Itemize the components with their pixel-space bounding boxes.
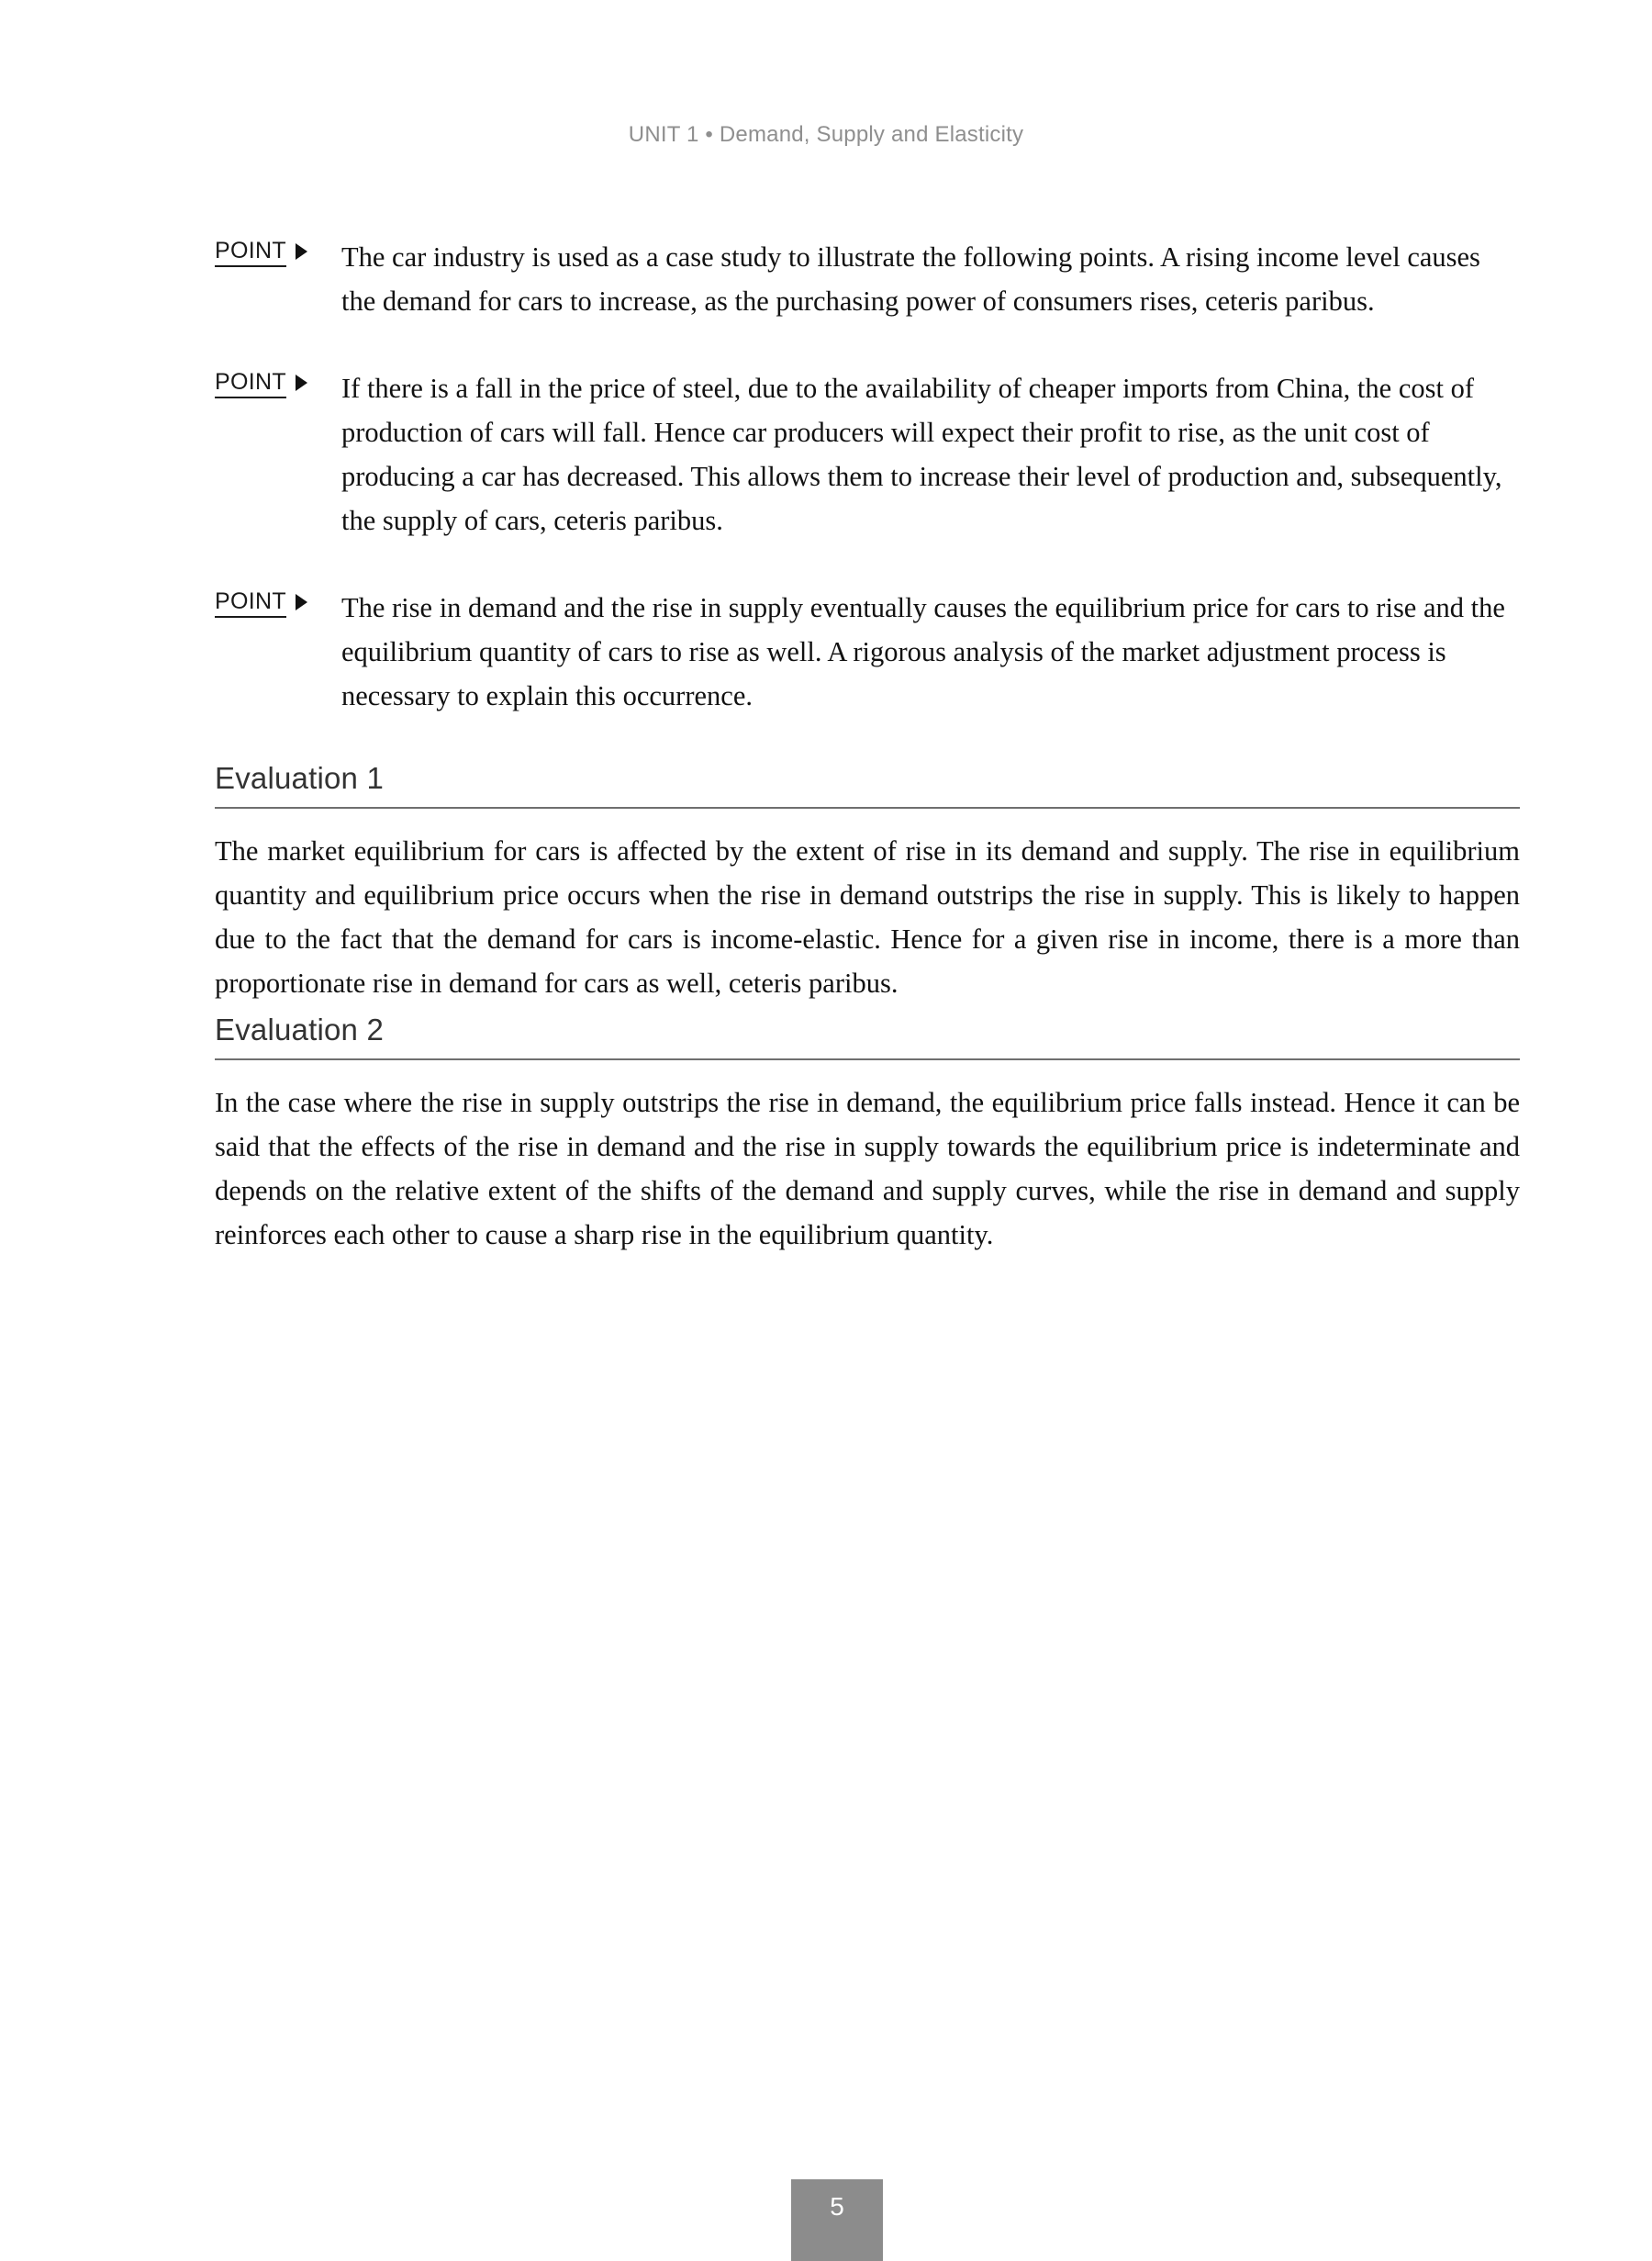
triangle-right-icon [296,375,307,391]
point-text: The rise in demand and the rise in supply eventually causes the equilibrium price for cars to rise and the equilibrium quantity of cars to rise as well. A rigorous analysis of the market adjustment process is necessary to explain this occurrence. [341,592,1505,711]
page-content [215,235,1520,1257]
point-block [215,235,1520,323]
evaluation-heading: Evaluation 1 [215,761,1520,809]
evaluation-section [215,761,1520,1005]
running-header: UNIT 1 • Demand, Supply and Elasticity [628,122,1024,147]
point-label-group [215,235,341,267]
point-label: POINT [215,590,286,618]
point-label: POINT [215,240,286,267]
evaluation-heading: Evaluation 2 [215,1013,1520,1060]
triangle-right-icon [296,594,307,610]
point-label: POINT [215,371,286,398]
point-label-group [215,586,341,618]
point-block [215,366,1520,543]
page-number: 5 [791,2179,883,2261]
triangle-right-icon [296,243,307,260]
point-label-group [215,366,341,398]
point-text: If there is a fall in the price of steel, due to the availability of cheaper imports from China, the cost of production of cars will fall. Hence car producers will expect their profit to rise, as the unit cost of producing a car has decreased. This allows them to increase their level of production and, subsequently, the supply of cars, ceteris paribus. [341,373,1502,536]
evaluation-body: The market equilibrium for cars is affected by the extent of rise in its demand and supply. The rise in equilibrium quantity and equilibrium price occurs when the rise in demand outstrips the rise in supply. This is likely to happen due to the fact that the demand for cars is income-elastic. Hence for a given rise in income, there is a more than proportionate rise in demand for cars as well, ceteris paribus. [215,834,1520,999]
evaluation-body: In the case where the rise in supply outstrips the rise in demand, the equilibrium price falls instead. Hence it can be said that the effects of the rise in demand and the rise in supply towards the equilibrium price is indeterminate and depends on the relative extent of the shifts of the demand and supply curves, while the rise in demand and supply reinforces each other to cause a sharp rise in the equilibrium quantity. [215,1086,1520,1250]
point-block [215,586,1520,718]
evaluation-section [215,1013,1520,1257]
point-text: The car industry is used as a case study to illustrate the following points. A rising income level causes the demand for cars to increase, as the purchasing power of consumers rises, ceteris paribus. [341,241,1480,317]
